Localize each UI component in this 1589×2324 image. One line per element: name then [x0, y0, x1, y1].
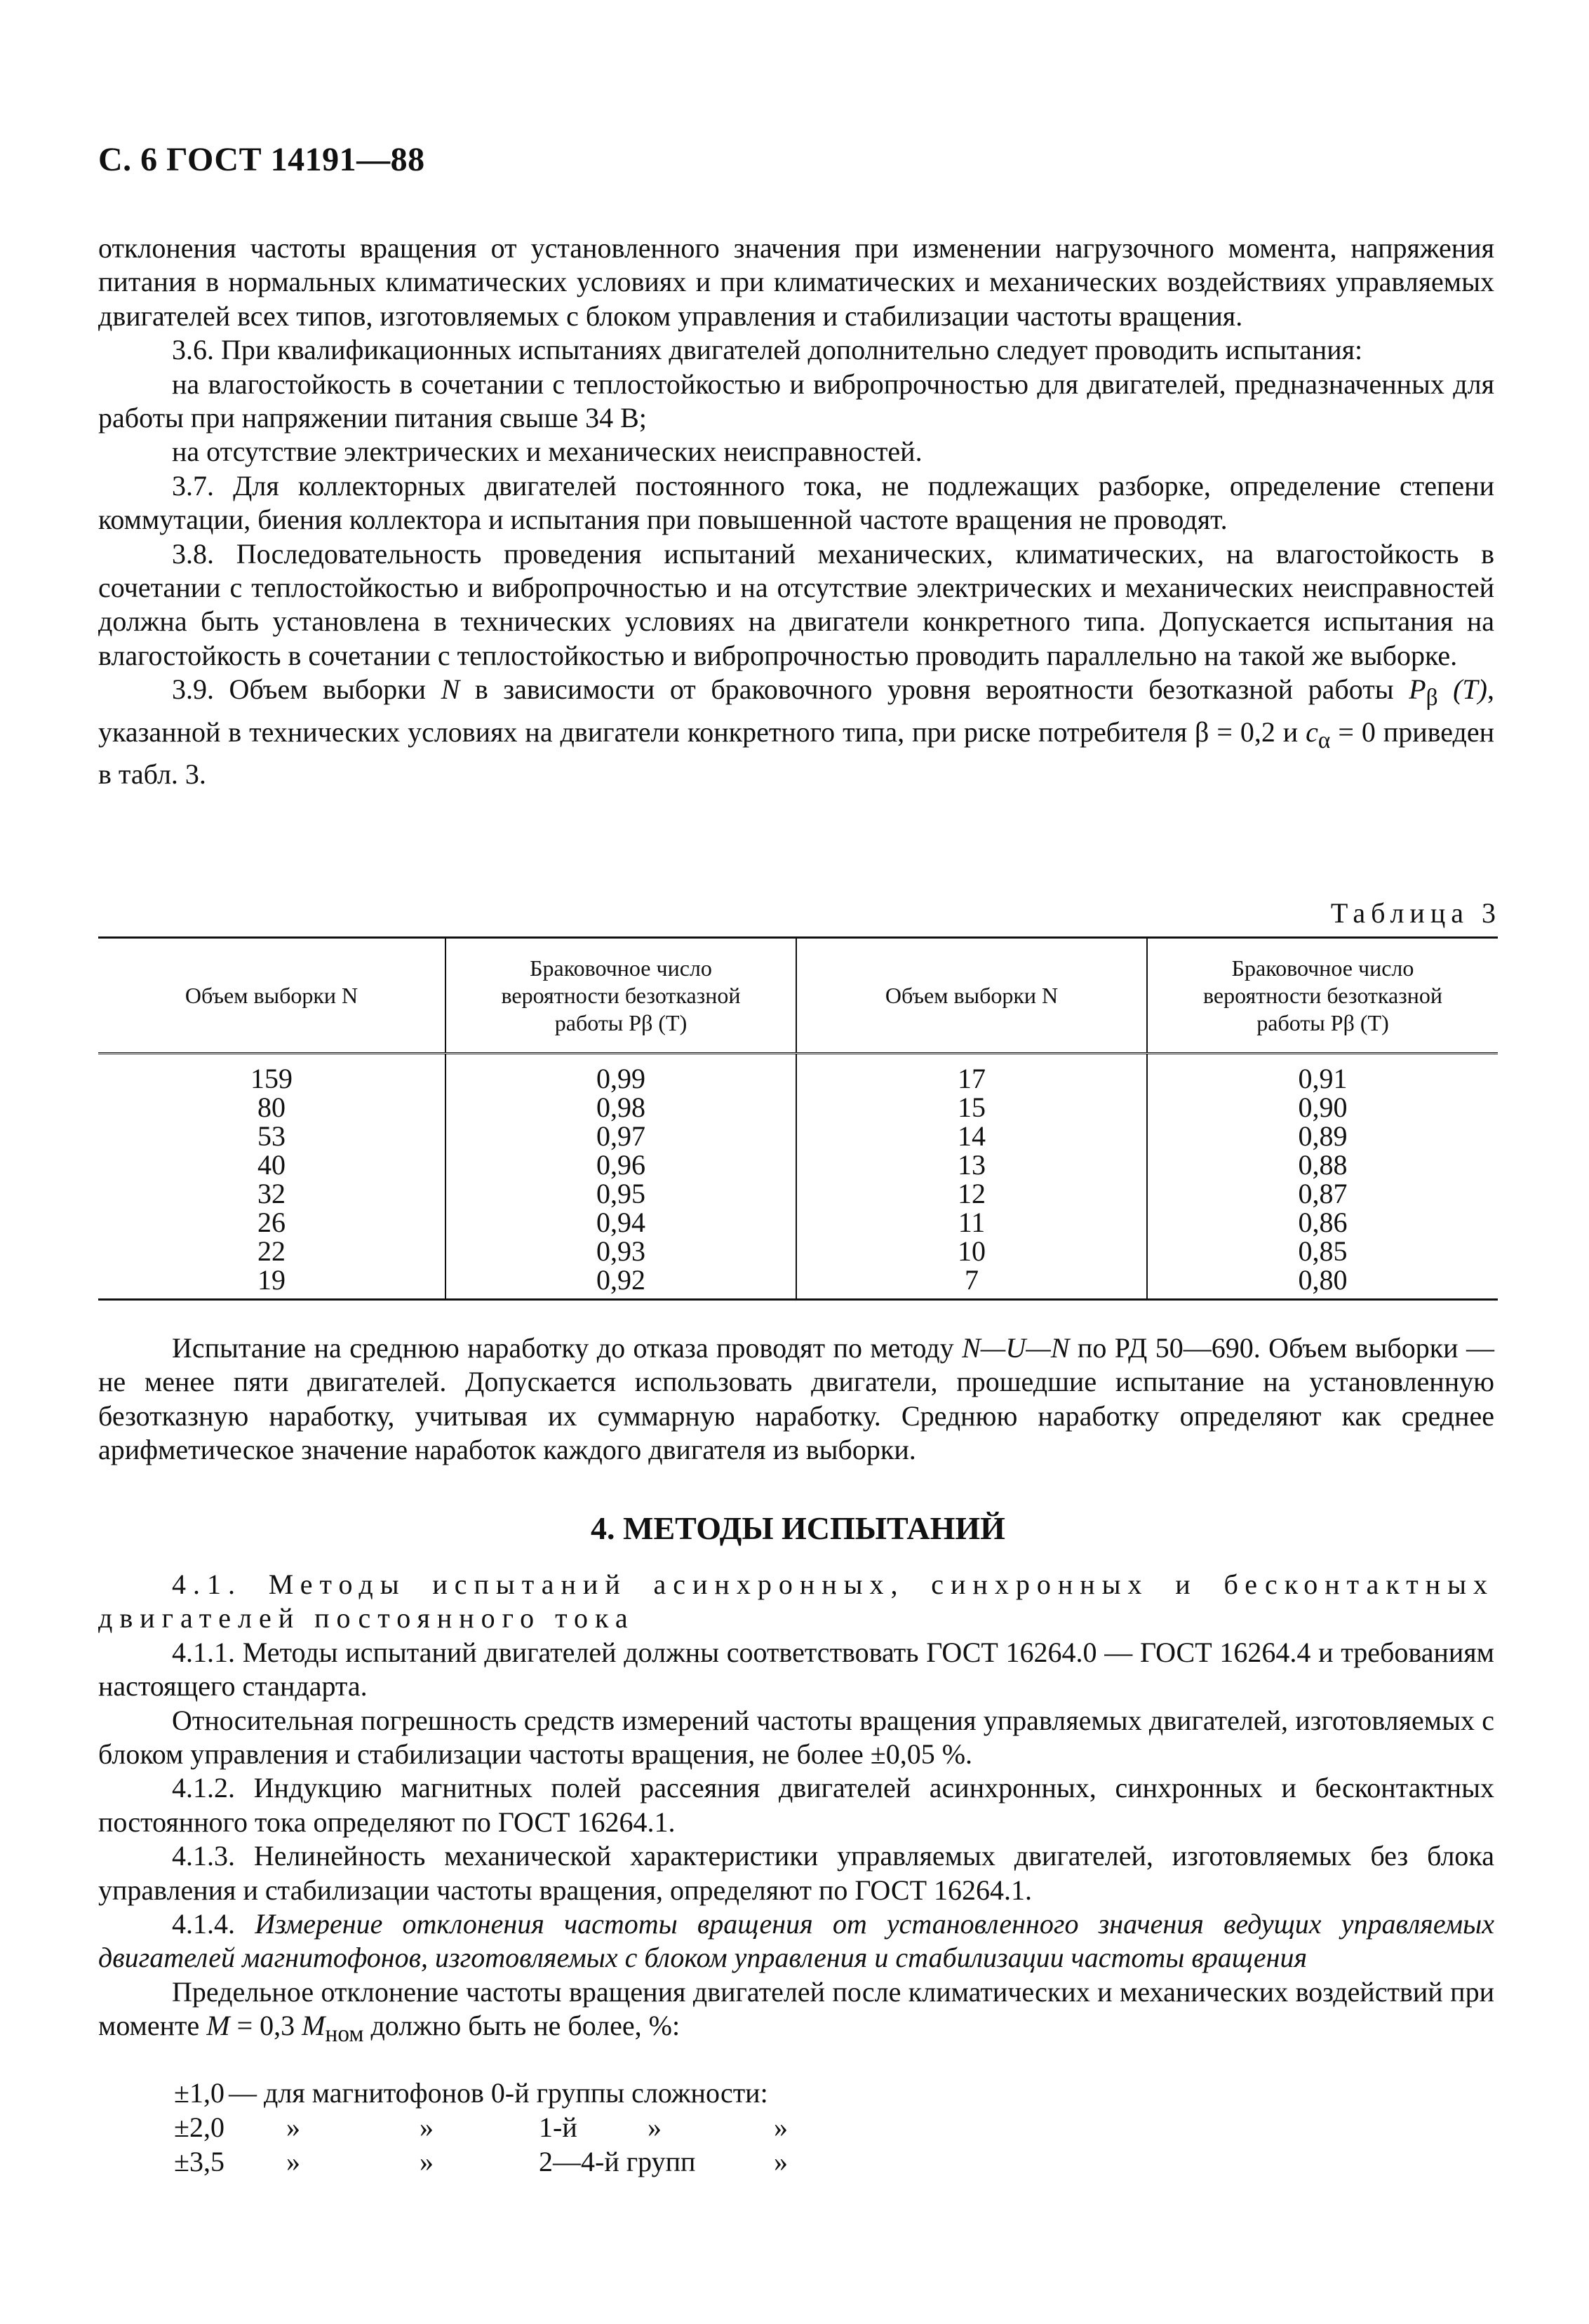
body-text-section-4 — [98, 1568, 1494, 2052]
table-cell: 10 — [796, 1237, 1147, 1265]
table-cell: 159 — [98, 1054, 445, 1094]
table-row — [98, 1265, 1498, 1300]
header-sample-size-1: Объем выборки N — [98, 938, 445, 1054]
var-t: (T) — [1453, 673, 1487, 706]
group-label: 1-й — [539, 2111, 577, 2143]
table-cell: 0,86 — [1298, 1207, 1348, 1238]
ditto-mark: » — [420, 2146, 434, 2177]
sub-beta: β — [1426, 685, 1438, 711]
paragraph-4-1-3: 4.1.3. Нелинейность механической характеристики управляемых двигателей, изготовляемых без блока управления и стабилизации частоты вращения, определяют по ГОСТ 16264.1. — [98, 1840, 1494, 1906]
table-row — [98, 1093, 1498, 1122]
mtbf-text-b: по РД 50—690. Объем выборки — не менее пяти двигателей. Допускается использовать двигатели, прошедшие испытание на установленную безотказную наработку, учитывая их суммарную наработку. Среднюю наработку определяют как среднее арифметическое значение наработок каждого двигателя из выборки. — [98, 1332, 1495, 1466]
table-row — [98, 1150, 1498, 1179]
page-header: С. 6 ГОСТ 14191—88 — [98, 141, 425, 178]
table-cell: 13 — [796, 1150, 1147, 1179]
header-reject-number-1: Браковочное число вероятности безотказной работы Pβ (T) — [445, 938, 796, 1054]
paragraph-4-1-2: 4.1.2. Индукцию магнитных полей рассеяния двигателей асинхронных, синхронных и бесконтактных постоянного тока определяют по ГОСТ 16264.1. — [98, 1772, 1494, 1838]
paragraph-4-1-1-b: Относительная погрешность средств измерений частоты вращения управляемых двигателей, изготовляемых с блоком управления и стабилизации частоты вращения, не более ±0,05 %. — [98, 1704, 1494, 1771]
header-reject-number-2: Браковочное число вероятности безотказной работы Pβ (T) — [1147, 938, 1498, 1054]
table-cell: 0,85 — [1298, 1235, 1348, 1267]
paragraph-mtbf — [98, 1331, 1494, 1467]
p39-text-c: , указанной в технических условиях на двигатели конкретного типа, при риске потребителя β = 0,2 и — [98, 673, 1494, 748]
ditto-mark: » — [286, 2146, 300, 2177]
ditto-mark: » — [774, 2111, 788, 2143]
table-cell: 0,93 — [445, 1237, 796, 1265]
table-cell: 0,98 — [445, 1093, 796, 1122]
var-m: M — [206, 2010, 230, 2042]
table-cell: 0,99 — [445, 1054, 796, 1094]
table-cell: 0,92 — [445, 1265, 796, 1300]
table-cell: 0,97 — [445, 1122, 796, 1150]
header-sample-size-2: Объем выборки N — [796, 938, 1147, 1054]
table-cell: 11 — [796, 1208, 1147, 1237]
table-cell: 14 — [796, 1122, 1147, 1150]
table-cell: 0,94 — [445, 1208, 796, 1237]
paragraph-3-8: 3.8. Последовательность проведения испытаний механических, климатических, на влагостойкость в сочетании с теплостойкостью и вибропрочностью и на отсутствие электрических и механических неисправностей должна быть установлена в технических условиях на двигатели конкретного типа. Допускается испытания на влагостойкость в сочетании с теплостойкостью и вибропрочностью проводить параллельно на такой же выборке. — [98, 537, 1494, 671]
table-header-row — [98, 938, 1498, 1054]
mtbf-text-a: Испытание на среднюю наработку до отказа проводят по методу — [172, 1332, 963, 1364]
paragraph-4-1: 4.1. Методы испытаний асинхронных, синхронных и бесконтактных двигателей постоянного тока — [98, 1569, 1494, 1634]
table-cell: 80 — [98, 1093, 445, 1122]
table-row — [98, 1237, 1498, 1265]
var-n: N — [441, 673, 460, 706]
paragraph-3-6: 3.6. При квалификационных испытаниях двигателей дополнительно следует проводить испытания: — [172, 334, 1363, 366]
ditto-mark: » — [286, 2111, 300, 2143]
table-cell: 0,80 — [1147, 1265, 1498, 1300]
paragraph-4-1-4 — [98, 1907, 1494, 1975]
list-text: — для магнитофонов 0-й группы сложности: — [229, 2077, 768, 2109]
sub-alpha: α — [1318, 727, 1331, 753]
table-row — [98, 1179, 1498, 1208]
p414-number: 4.1.4. — [172, 1908, 255, 1940]
table-3 — [98, 936, 1498, 1301]
table-row — [98, 1054, 1498, 1094]
table-cell: 40 — [98, 1150, 445, 1179]
paragraph-continuation: отклонения частоты вращения от установленного значения при изменении нагрузочного момента, напряжения питания в нормальных климатических условиях и при климатических и механических воздействиях управляемых двигателей всех типов, изготовляемых с блоком управления и стабилизации частоты вращения. — [98, 232, 1494, 332]
table-cell: 26 — [98, 1208, 445, 1237]
list-value: ±3,5 — [174, 2146, 224, 2177]
table-cell: 0,96 — [445, 1150, 796, 1179]
paragraph-4-1-1: 4.1.1. Методы испытаний двигателей должны соответствовать ГОСТ 16264.0 — ГОСТ 16264.4 и требованиям настоящего стандарта. — [98, 1636, 1494, 1702]
var-p: P — [1409, 673, 1426, 706]
sub-nom: ном — [325, 2021, 364, 2048]
table-cell: 0,90 — [1298, 1092, 1348, 1123]
p39-text-a: 3.9. Объем выборки — [172, 673, 441, 706]
paragraph-3-6-item-2: на отсутствие электрических и механических неисправностей. — [172, 436, 923, 468]
table-cell: 17 — [796, 1054, 1147, 1094]
group-label: 2—4-й групп — [539, 2146, 696, 2177]
body-text-after-table — [98, 1331, 1494, 1467]
table-cell: 0,91 — [1298, 1063, 1348, 1094]
ditto-mark: » — [774, 2146, 788, 2177]
table-cell: 12 — [796, 1179, 1147, 1208]
table-row — [98, 1208, 1498, 1237]
table-caption: Таблица 3 — [1330, 897, 1501, 929]
paragraph-3-6-item-1: на влагостойкость в сочетании с теплостойкостью и вибропрочностью для двигателей, предназначенных для работы при напряжении питания свыше 34 В; — [98, 368, 1494, 434]
table-cell: 0,95 — [445, 1179, 796, 1208]
p414b-text-c: должно быть не более, %: — [363, 2010, 680, 2042]
table-cell: 0,87 — [1298, 1178, 1348, 1209]
table-cell: 19 — [98, 1265, 445, 1300]
table-cell: 32 — [98, 1179, 445, 1208]
paragraph-3-9 — [98, 673, 1494, 791]
p414-title: Измерение отклонения частоты вращения от установленного значения ведущих управляемых двигателей магнитофонов, изготовляемых с блоком управления и стабилизации частоты вращения — [98, 1908, 1495, 1974]
table-cell: 15 — [796, 1093, 1147, 1122]
table-cell: 53 — [98, 1122, 445, 1150]
p39-text-d: = 0 приведен в табл. 3. — [98, 716, 1494, 791]
ditto-mark: » — [420, 2111, 434, 2143]
p39-text-b: в зависимости от браковочного уровня вероятности безотказной работы — [460, 673, 1409, 706]
ditto-mark: » — [648, 2111, 662, 2143]
var-c: c — [1306, 716, 1318, 748]
var-m-nom: M — [302, 2010, 326, 2042]
p414b-text-b: = 0,3 — [229, 2010, 302, 2042]
paragraph-4-1-4-b — [98, 1975, 1494, 2052]
table-cell: 0,88 — [1298, 1149, 1348, 1181]
body-text-top — [98, 231, 1494, 792]
method-name: N—U—N — [962, 1332, 1070, 1364]
table-cell: 22 — [98, 1237, 445, 1265]
list-value: ±1,0 — [174, 2077, 224, 2109]
table-cell: 7 — [796, 1265, 1147, 1300]
paragraph-3-7: 3.7. Для коллекторных двигателей постоянного тока, не подлежащих разборке, определение степени коммутации, биения коллектора и испытания при повышенной частоте вращения не проводят. — [98, 469, 1494, 536]
section-title: 4. МЕТОДЫ ИСПЫТАНИЙ — [591, 1510, 1005, 1546]
p414b-text-a: Предельное отклонение частоты вращения двигателей после климатических и механических воздействий при моменте — [98, 1975, 1494, 2042]
list-value: ±2,0 — [174, 2111, 224, 2143]
table-row — [98, 1122, 1498, 1150]
table-cell: 0,89 — [1298, 1120, 1348, 1152]
